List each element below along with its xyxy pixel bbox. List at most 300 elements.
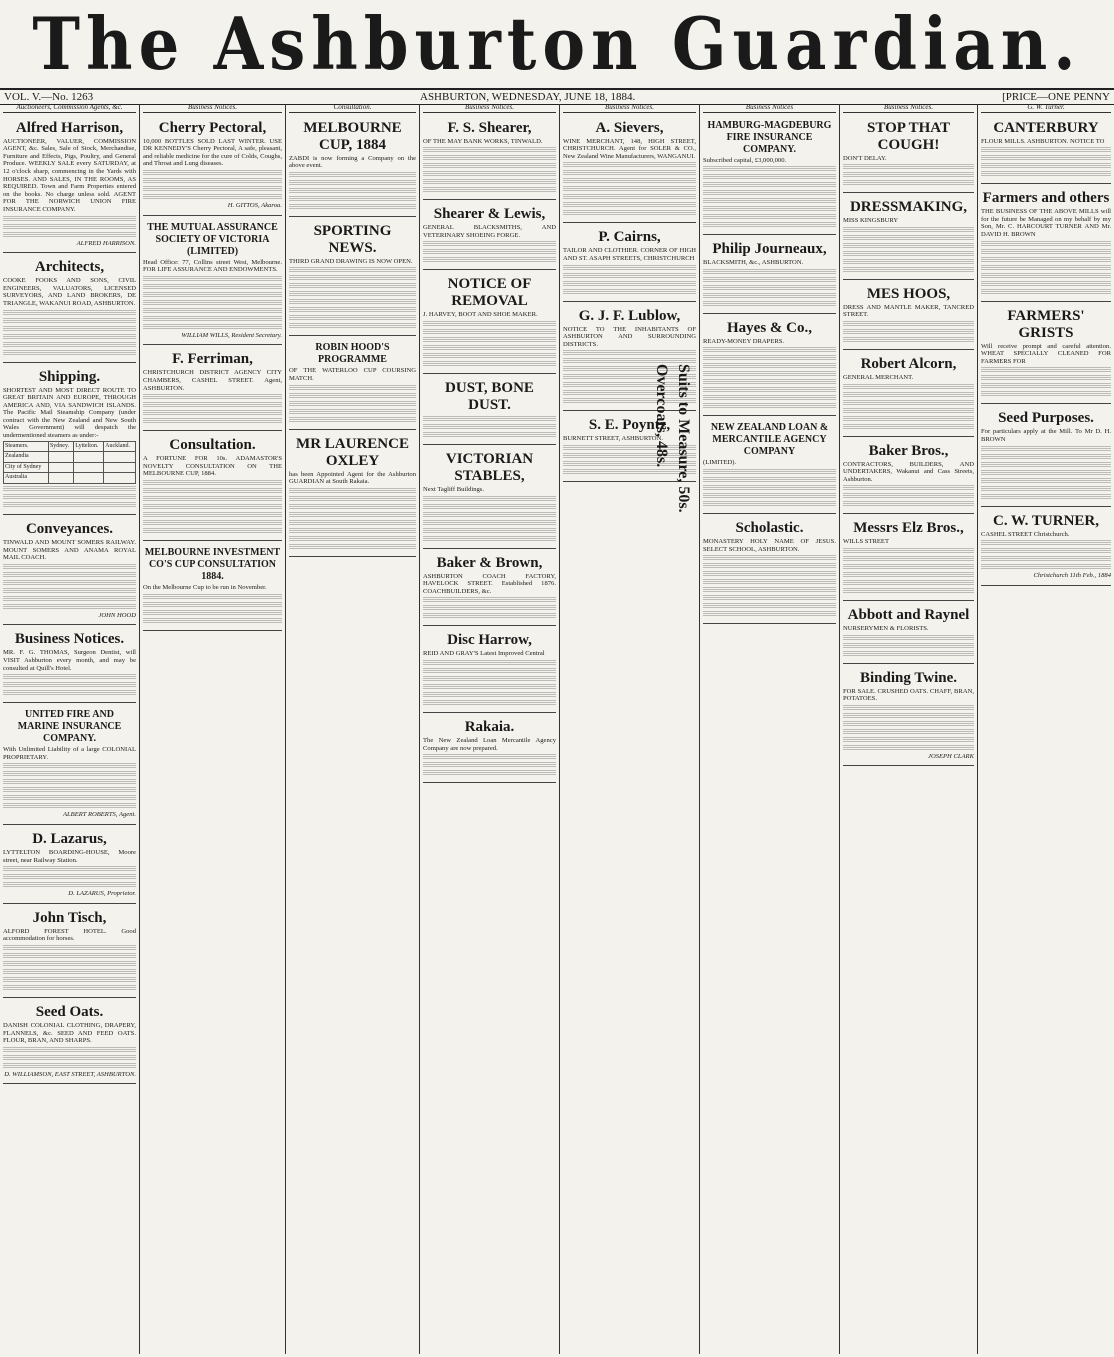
ad-body: Next Tagliff Buildings. [423,485,485,493]
small-print-lines [981,281,1111,287]
small-print-lines [289,536,416,542]
ad-body: FLOUR MILLS. ASHBURTON. NOTICE TO [981,137,1105,145]
ad-heading: Disc Harrow, [447,632,532,649]
small-print-lines [981,478,1111,484]
advertisement [3,255,136,362]
volume-number: VOL. V.—No. 1263 [4,91,94,103]
ad-body: THE BUSINESS OF THE ABOVE MILLS will for the future be Managed on my behalf by my Son, Mr. C. HARCOURT TURNER AND Mr. DAVID H. BROWN [981,208,1111,238]
small-print-lines [289,299,416,305]
small-print-lines [981,494,1111,500]
small-print-lines [289,291,416,297]
small-print-lines [981,375,1111,381]
ad-heading: VICTORIAN STABLES, [445,450,534,484]
small-print-lines [843,493,974,499]
column-header: G. W. Turner. [981,104,1111,113]
small-print-lines [3,985,136,991]
small-print-lines [563,162,696,168]
advertisement [843,603,974,664]
ad-signature: JOHN HOOD [98,611,136,619]
ad-heading: Shipping. [38,368,101,385]
small-print-lines [3,1047,136,1053]
small-print-lines [703,355,836,361]
small-print-lines [703,571,836,577]
advertisement [423,551,556,627]
small-print-lines [3,596,136,602]
small-print-lines [3,961,136,967]
small-print-lines [843,424,974,430]
ad-body: READY-MONEY DRAPERS. [703,337,785,345]
small-print-lines [289,504,416,510]
column-header: Business Notices. [423,104,556,113]
small-print-lines [423,179,556,185]
ad-body: Subscribed capital, £3,000,000. [703,156,787,164]
table-cell [48,452,73,463]
ad-body: FOR SALE. CRUSHED OATS. CHAFF, BRAN, POTATOES. [843,687,974,703]
small-print-lines [143,410,282,416]
small-print-lines [843,180,974,186]
advertisement [981,116,1111,185]
ad-heading: MES HOOS, [866,285,951,302]
small-print-lines [703,166,836,172]
small-print-lines [3,350,136,356]
small-print-lines [3,310,136,316]
ad-body: DRESS AND MANTLE MAKER, TANCRED STREET. [843,303,974,319]
small-print-lines [843,729,974,735]
small-print-lines [703,198,836,204]
small-print-lines [981,470,1111,476]
advertisement [3,827,136,904]
place-date: ASHBURTON, WEDNESDAY, JUNE 18, 1884. [420,91,636,103]
small-print-lines [289,267,416,273]
advertisement [981,406,1111,506]
ad-body: CONTRACTORS, BUILDERS, AND UNDERTAKERS, Wakanui and Cass Streets, Ashburton. [843,460,974,483]
ad-body: BLACKSMITH, &c., ASHBURTON. [703,259,804,267]
small-print-lines [289,393,416,399]
small-print-lines [3,977,136,983]
small-print-lines [703,477,836,483]
small-print-lines [423,361,556,367]
ad-body: TINWALD AND MOUNT SOMERS RAILWAY. MOUNT SOMERS AND ANAMA ROYAL MAIL COACH. [3,539,136,562]
small-print-lines [423,496,556,502]
advertisement [3,365,136,516]
advertisement [981,509,1111,586]
small-print-lines [843,705,974,711]
small-print-lines [563,289,696,295]
small-print-lines [3,224,136,230]
small-print-lines [143,496,282,502]
advertisement [423,628,556,713]
small-print-lines [981,556,1111,562]
small-print-lines [423,692,556,698]
ad-body: Head Office: 77, Collins street West, Melbourne. FOR LIFE ASSURANCE AND ENDOWMENTS. [143,258,282,274]
column-6 [700,104,840,1354]
small-print-lines [3,795,136,801]
ad-heading: John Tisch, [32,909,107,926]
small-print-lines [3,882,136,888]
small-print-lines [981,265,1111,271]
advertisement [423,272,556,374]
small-print-lines [423,754,556,760]
advertisement [289,432,416,557]
advertisement [423,116,556,201]
ad-body: WINE MERCHANT, 148, HIGH STREET, CHRISTCHURCH. Agent for SOLER & CO., New Zealand Wine Manufacturers, WANGANUI. [563,137,696,160]
small-print-lines [423,345,556,351]
ad-body: The New Zealand Loan Mercantile Agency Company are now prepared. [423,736,556,752]
ad-body: WILLS STREET [843,538,889,546]
table-cell: Auckland. [104,441,136,452]
small-print-lines [981,249,1111,255]
small-print-lines [981,163,1111,169]
masthead [0,0,1114,92]
small-print-lines [703,293,836,299]
small-print-lines [289,180,416,186]
advertisement [843,282,974,350]
small-print-lines [843,235,974,241]
advertisement [423,376,556,445]
table-cell: Australia [4,473,49,484]
small-print-lines [423,762,556,768]
small-print-lines [703,603,836,609]
small-print-lines [981,486,1111,492]
small-print-lines [981,273,1111,279]
small-print-lines [3,866,136,872]
small-print-lines [3,486,136,492]
small-print-lines [703,206,836,212]
small-print-lines [843,321,974,327]
ad-body: For particulars apply at the Mill. To Mr D. H. BROWN [981,428,1111,443]
small-print-lines [563,186,696,192]
small-print-lines [3,674,136,680]
small-print-lines [703,395,836,401]
small-print-lines [3,953,136,959]
small-print-lines [423,187,556,193]
ad-heading: C. W. TURNER, [992,512,1099,529]
small-print-lines [3,326,136,332]
small-print-lines [563,273,696,279]
small-print-lines [289,385,416,391]
advertisement [843,116,974,194]
ad-body: (LIMITED). [703,459,737,467]
small-print-lines [289,323,416,329]
small-print-lines [703,363,836,369]
ad-heading: Binding Twine. [860,669,957,686]
ad-heading: A. Sievers, [595,119,664,136]
small-print-lines [3,334,136,340]
column-header: Business Notices [703,104,836,113]
ad-body: MONASTERY HOLY NAME OF JESUS. SELECT SCHOOL, ASHBURTON. [703,537,836,553]
small-print-lines [981,540,1111,546]
ad-body: ALFORD FOREST HOTEL. Good accommodation for horses. [3,927,136,943]
small-print-lines [843,588,974,594]
small-print-lines [3,1055,136,1061]
small-print-lines [563,265,696,271]
ad-heading: Baker Bros., [868,442,949,459]
ad-heading: P. Cairns, [598,229,661,246]
small-print-lines [843,259,974,265]
ad-heading: STOP THAT COUGH! [867,119,950,153]
price: [PRICE—ONE PENNY [1002,91,1110,103]
ad-body: OF THE WATERLOO CUP COURSING MATCH. [289,367,416,382]
small-print-lines [423,504,556,510]
column-header: Consultation. [289,104,416,113]
small-print-lines [703,174,836,180]
ad-signature: JOSEPH CLARK [928,752,974,760]
small-print-lines [703,190,836,196]
advertisement [843,666,974,767]
small-print-lines [3,969,136,975]
ad-body: GENERAL MERCHANT. [843,373,914,381]
small-print-lines [423,684,556,690]
small-print-lines [423,353,556,359]
small-print-lines [3,803,136,809]
advertisement [981,304,1111,405]
small-print-lines [423,512,556,518]
small-print-lines [289,496,416,502]
ad-body: OF THE MAY BANK WORKS, TINWALD. [423,137,543,145]
small-print-lines [563,170,696,176]
ad-heading: DUST, BONE DUST. [445,379,534,413]
advertisement [289,338,416,429]
ad-body: ASHBURTON COACH FACTORY, HAVELOCK STREET. Established 1876. COACHBUILDERS, &c. [423,572,556,595]
small-print-lines [423,597,556,603]
advertisement [143,347,282,431]
ad-body: GENERAL BLACKSMITHS, AND VETERINARY SHOEING FORGE. [423,224,556,239]
small-print-lines [3,216,136,222]
table-row [4,462,136,473]
column-header: Business Notices. [843,104,974,113]
advertisement [563,225,696,301]
ad-heading: D. Lazarus, [32,830,107,847]
ad-signature: WILLIAM WILLS, Resident Secretary. [181,331,282,339]
vertical-ad-text: Overcoats, 48s. [653,364,670,468]
small-print-lines [843,164,974,170]
advertisement [3,517,136,625]
table-cell [74,452,104,463]
small-print-lines [843,400,974,406]
ad-signature: H. GITTOS, Akaroa. [227,201,282,209]
ad-body: MISS KINGSBURY [843,217,899,225]
small-print-lines [981,548,1111,554]
small-print-lines [423,770,556,776]
advertisement [703,316,836,417]
table-cell [48,473,73,484]
small-print-lines [423,321,556,327]
small-print-lines [289,275,416,281]
ad-heading: Baker & Brown, [436,554,543,571]
small-print-lines [703,301,836,307]
small-print-lines [3,318,136,324]
small-print-lines [3,763,136,769]
small-print-lines [143,480,282,486]
small-print-lines [3,682,136,688]
table-cell [74,462,104,473]
small-print-lines [3,580,136,586]
small-print-lines [843,267,974,273]
small-print-lines [289,409,416,415]
small-print-lines [143,602,282,608]
table-cell [74,473,104,484]
ad-body: BURNETT STREET, ASHBURTON. [563,435,663,443]
small-print-lines [289,172,416,178]
ad-heading: Farmers and others [982,190,1110,207]
table-cell: Sydney. [48,441,73,452]
ad-body: NURSERYMEN & FLORISTS. [843,624,929,632]
ad-heading: Rakaia. [464,718,515,735]
small-print-lines [843,329,974,335]
small-print-lines [703,485,836,491]
advertisement [423,715,556,783]
ad-body: THIRD GRAND DRAWING IS NOW OPEN. [289,257,413,265]
ad-heading: UNITED FIRE AND MARINE INSURANCE COMPANY. [17,709,122,745]
advertisement [3,906,136,998]
advertisement [563,116,696,224]
small-print-lines [423,676,556,682]
small-print-lines [143,618,282,624]
ad-heading: Messrs Elz Bros., [853,520,964,537]
small-print-lines [563,281,696,287]
small-print-lines [843,392,974,398]
column-8 [978,104,1114,1354]
ad-heading: Philip Journeaux, [712,241,827,258]
ad-body: SHORTEST AND MOST DIRECT ROUTE TO GREAT BRITAIN AND EUROPE, THROUGH AMERICA AND, VIA SANDWICH ISLANDS. The Pacific Mail Steamship Company (under contract with the New Zealand and New South Wales Government) will despatch the undermentioned steamers as under:- [3,386,136,440]
small-print-lines [3,232,136,238]
ad-body: TAILOR AND CLOTHIER. CORNER OF HIGH AND ST. ASAPH STREETS, CHRISTCHURCH [563,247,696,262]
columns-container [0,104,1114,1357]
small-print-lines [981,391,1111,397]
small-print-lines [3,604,136,610]
small-print-lines [143,402,282,408]
table-cell [104,452,136,463]
small-print-lines [703,214,836,220]
small-print-lines [843,416,974,422]
small-print-lines [703,285,836,291]
small-print-lines [143,324,282,330]
small-print-lines [981,257,1111,263]
ad-heading: Shearer & Lewis, [433,206,546,223]
small-print-lines [843,721,974,727]
ad-body: MR. F. G. THOMAS, Surgeon Dentist, will VISIT Ashburton every month, and may be consulted at Quill's Hotel. [3,649,136,672]
small-print-lines [843,227,974,233]
small-print-lines [3,572,136,578]
small-print-lines [981,155,1111,161]
ad-body: AUCTIONEER, VALUER, COMMISSION AGENT, &c. Sales, Sale of Stock, Merchandise, Furniture and Effects, Pigs, Poultry, and General Produce. WEEKLY SALE every SATURDAY, at 12 o'clock sharp, commencing in the Yards with HORSES. AND SALES, IN THE ROOMS, AS REQUIRED. Town and Farm Properties entered on the books. No charge unless sold. AGENT FOR THE NORWICH UNION FIRE INSURANCE COMPANY. [3,137,136,213]
ad-body: DON'T DELAY. [843,154,887,162]
small-print-lines [843,251,974,257]
ad-body: has been Appointed Agent for the Ashburton GUARDIAN at South Rakaia. [289,470,416,486]
ad-heading: THE MUTUAL ASSURANCE SOCIETY OF VICTORIA (LIMITED) [147,221,278,257]
small-print-lines [843,643,974,649]
vertical-ad-text: Suits to Measure, 50s. [675,364,692,513]
table-cell: Lyttelton. [74,441,104,452]
advertisement [843,195,974,280]
column-3 [286,104,420,1354]
ad-body: REID AND GRAY'S Latest Improved Central [423,650,545,658]
small-print-lines [563,210,696,216]
small-print-lines [423,668,556,674]
small-print-lines [143,186,282,192]
ad-heading: Seed Purposes. [998,410,1094,427]
ad-body: ZABDI is now forming a Company on the above event. [289,154,416,170]
small-print-lines [3,502,136,508]
small-print-lines [143,418,282,424]
ad-heading: Robert Alcorn, [860,355,957,372]
small-print-lines [143,170,282,176]
small-print-lines [703,501,836,507]
table-row [4,452,136,463]
advertisement [289,219,416,337]
small-print-lines [981,241,1111,247]
small-print-lines [143,394,282,400]
small-print-lines [981,462,1111,468]
small-print-lines [143,504,282,510]
small-print-lines [703,469,836,475]
ad-heading: Consultation. [169,437,256,454]
small-print-lines [423,171,556,177]
small-print-lines [843,408,974,414]
small-print-lines [289,544,416,550]
small-print-lines [3,690,136,696]
column-header: Business Notices. [563,104,696,113]
newspaper-title: The Ashburton Guardian. [32,2,1082,87]
small-print-lines [981,564,1111,570]
advertisement [843,352,974,437]
small-print-lines [843,548,974,554]
advertisement [843,439,974,515]
small-print-lines [3,945,136,951]
small-print-lines [289,204,416,210]
advertisement [981,186,1111,301]
small-print-lines [423,528,556,534]
ad-heading: SPORTING NEWS. [313,222,392,256]
ad-body: COOKE FOOKS AND SONS, CIVIL ENGINEERS, VALUATORS, LICENSED SURVEYORS, AND LAND BROKERS, DE TRIANGLE, WAKANUI ROAD, ASHBURTON. [3,277,136,307]
small-print-lines [289,488,416,494]
small-print-lines [423,700,556,706]
advertisement [843,516,974,601]
small-print-lines [843,501,974,507]
table-cell [104,473,136,484]
ad-heading: Hayes & Co., [727,319,812,336]
table-cell [48,462,73,473]
small-print-lines [3,1063,136,1069]
ad-heading: F. Ferriman, [172,351,253,368]
ad-heading: S. E. Poyntz, [588,417,671,434]
small-print-lines [423,329,556,335]
table-row [4,441,136,452]
column-header: Business Notices. [143,104,282,113]
small-print-lines [289,528,416,534]
small-print-lines [563,194,696,200]
ad-body: CHRISTCHURCH DISTRICT AGENCY CITY CHAMBERS, CASHEL STREET. Agent, ASHBURTON. [143,369,282,392]
small-print-lines [423,424,556,430]
ad-heading: MELBOURNE INVESTMENT CO'S CUP CONSULTATION 1884. [144,546,281,582]
small-print-lines [843,745,974,751]
advertisement [3,627,136,703]
ad-heading: ROBIN HOOD'S PROGRAMME [315,342,390,366]
small-print-lines [843,651,974,657]
small-print-lines [703,595,836,601]
ad-heading: Scholastic. [735,519,804,536]
advertisement [703,116,836,236]
small-print-lines [143,276,282,282]
small-print-lines [981,383,1111,389]
table-cell: Steamers. [4,441,49,452]
small-print-lines [143,594,282,600]
small-print-lines [981,446,1111,452]
small-print-lines [3,779,136,785]
small-print-lines [423,241,556,247]
ad-signature: Christchurch 11th Feb., 1884 [1033,572,1111,580]
column-2 [140,104,286,1354]
